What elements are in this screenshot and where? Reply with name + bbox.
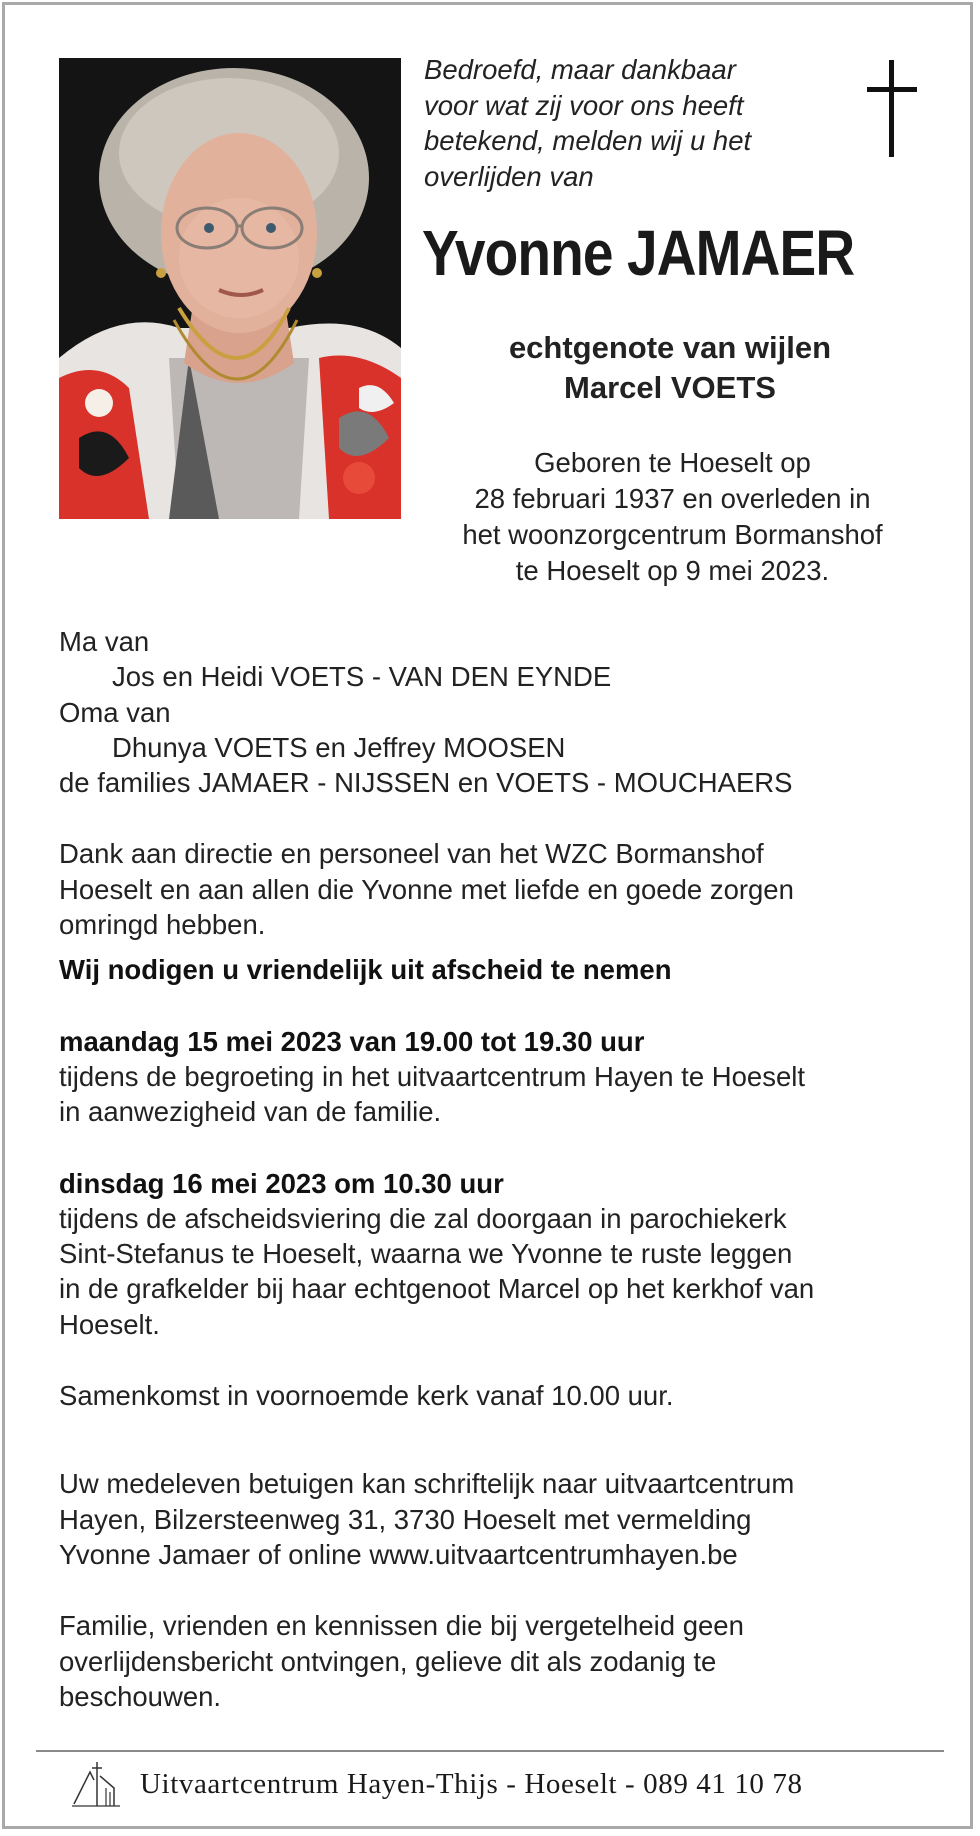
- families-line: de families JAMAER - NIJSSEN en VOETS - MOUCHAERS: [59, 767, 793, 799]
- event-line: Hoeselt.: [59, 1308, 160, 1340]
- notice-line: Familie, vrienden en kennissen die bij vergetelheid geen: [59, 1610, 744, 1642]
- notice-line: beschouwen.: [59, 1680, 222, 1712]
- footer: [70, 1758, 950, 1818]
- intro-line: voor wat zij voor ons heeft: [424, 89, 744, 121]
- invitation-heading: Wij nodigen u vriendelijk uit afscheid te nemen: [59, 954, 672, 986]
- footer-divider: [36, 1750, 944, 1752]
- intro-line: betekend, melden wij u het: [424, 125, 752, 156]
- obituary-body: [59, 624, 929, 1714]
- event-line: in de grafkelder bij haar echtgenoot Marcel op het kerkhof van: [59, 1273, 815, 1305]
- thanks-line: Hoeselt en aan allen die Yvonne met liefde en goede zorgen: [59, 873, 794, 905]
- thanks-line: omringd hebben.: [59, 909, 266, 941]
- footer-contact: Uitvaartcentrum Hayen-Thijs - Hoeselt - 089 41 10 78: [140, 1768, 803, 1800]
- dates-line: het woonzorgcentrum Bormanshof: [462, 519, 883, 550]
- intro-line: Bedroefd, maar dankbaar: [424, 54, 736, 85]
- dates-line: te Hoeselt op 9 mei 2023.: [515, 555, 830, 586]
- event-heading: maandag 15 mei 2023 van 19.00 tot 19.30 uur: [59, 1025, 645, 1057]
- deceased-name: Yvonne JAMAER: [422, 217, 855, 289]
- portrait-image: [59, 58, 401, 519]
- condolences-line: Yvonne Jamaer of online www.uitvaartcentrumhayen.be: [59, 1538, 738, 1570]
- condolences-line: Uw medeleven betuigen kan schriftelijk naar uitvaartcentrum: [59, 1468, 795, 1500]
- latin-cross-icon: [862, 60, 922, 165]
- event-line: tijdens de afscheidsviering die zal doorgaan in parochiekerk: [59, 1202, 787, 1234]
- condolences-line: Hayen, Bilzersteenweg 31, 3730 Hoeselt met vermelding: [59, 1503, 752, 1535]
- ma-label: Ma van: [59, 626, 150, 657]
- event-heading: dinsdag 16 mei 2023 om 10.30 uur: [59, 1167, 504, 1199]
- spouse-line: echtgenote van wijlen: [508, 330, 832, 365]
- oma-label: Oma van: [59, 696, 171, 728]
- birth-death-text: [420, 445, 925, 589]
- notice-line: overlijdensbericht ontvingen, gelieve dit als zodanig te: [59, 1645, 717, 1677]
- event-line: tijdens de begroeting in het uitvaartcentrum Hayen te Hoeselt: [59, 1060, 805, 1092]
- spouse-text: [420, 328, 920, 408]
- funeral-home-logo: [70, 1758, 124, 1815]
- thanks-line: Dank aan directie en personeel van het WZC Bormanshof: [59, 838, 764, 870]
- intro-text: [424, 52, 824, 194]
- portrait-photo: [59, 58, 401, 519]
- dates-line: Geboren te Hoeselt op: [534, 447, 811, 478]
- oma-names: Dhunya VOETS en Jeffrey MOOSEN: [112, 731, 566, 763]
- gathering-line: Samenkomst in voornoemde kerk vanaf 10.00 uur.: [59, 1380, 674, 1412]
- event-line: Sint-Stefanus te Hoeselt, waarna we Yvonne te ruste leggen: [59, 1238, 793, 1270]
- dates-line: 28 februari 1937 en overleden in: [474, 483, 871, 514]
- ma-names: Jos en Heidi VOETS - VAN DEN EYNDE: [112, 661, 612, 693]
- spouse-line: Marcel VOETS: [564, 370, 776, 405]
- intro-line: overlijden van: [424, 160, 594, 192]
- event-line: in aanwezigheid van de familie.: [59, 1096, 442, 1128]
